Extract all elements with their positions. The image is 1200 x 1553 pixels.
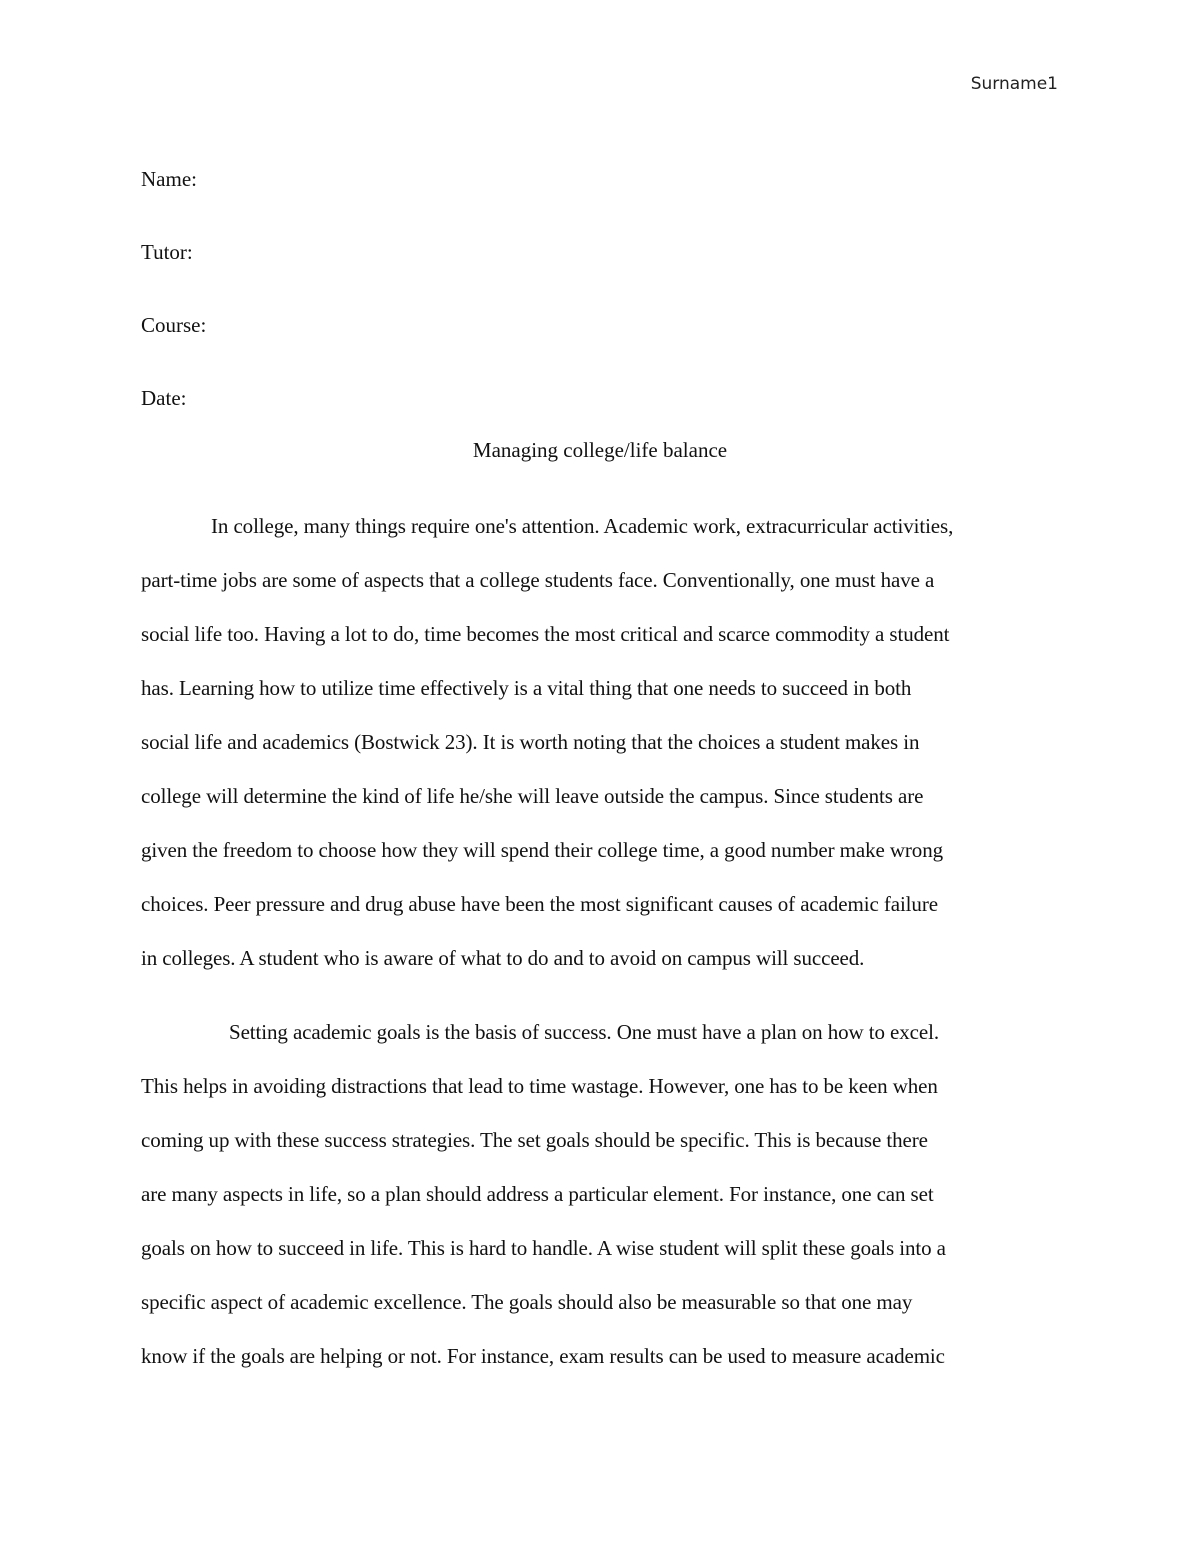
- paragraph-line: part-time jobs are some of aspects that a college students face. Conventionally, one must have a: [141, 568, 935, 592]
- paragraph-1: [141, 512, 1059, 998]
- course-line: Course:: [141, 313, 207, 337]
- paragraph-line: specific aspect of academic excellence. The goals should also be measurable so that one may: [141, 1290, 913, 1314]
- paragraph-line: are many aspects in life, so a plan should address a particular element. For instance, one can set: [141, 1182, 934, 1206]
- paragraph-line: in colleges. A student who is aware of what to do and to avoid on campus will succeed.: [141, 946, 865, 970]
- paragraph-line: choices. Peer pressure and drug abuse have been the most significant causes of academic failure: [141, 892, 938, 916]
- name-line: Name:: [141, 167, 197, 191]
- student-info-block: [141, 143, 1059, 435]
- tutor-line: Tutor:: [141, 240, 193, 264]
- paragraph-line: goals on how to succeed in life. This is hard to handle. A wise student will split these goals into a: [141, 1236, 946, 1260]
- paragraph-line: college will determine the kind of life he/she will leave outside the campus. Since students are: [141, 784, 924, 808]
- paragraph-line: coming up with these success strategies. The set goals should be specific. This is because there: [141, 1128, 928, 1152]
- paragraph-line: social life too. Having a lot to do, time becomes the most critical and scarce commodity a student: [141, 622, 950, 646]
- running-head: Surname1: [970, 74, 1058, 94]
- essay-title: Managing college/life balance: [472, 438, 728, 462]
- paragraph-line: Setting academic goals is the basis of success. One must have a plan on how to excel.: [229, 1020, 939, 1044]
- paragraph-2: [141, 1018, 1059, 1396]
- paragraph-line: social life and academics (Bostwick 23). It is worth noting that the choices a student makes in: [141, 730, 920, 754]
- date-line: Date:: [141, 386, 187, 410]
- paragraph-line: know if the goals are helping or not. For instance, exam results can be used to measure academic: [141, 1344, 945, 1368]
- paragraph-line: given the freedom to choose how they will spend their college time, a good number make wrong: [141, 838, 943, 862]
- paragraph-line: In college, many things require one's attention. Academic work, extracurricular activities,: [211, 514, 954, 538]
- paragraph-line: has. Learning how to utilize time effectively is a vital thing that one needs to succeed in both: [141, 676, 912, 700]
- paragraph-line: This helps in avoiding distractions that lead to time wastage. However, one has to be keen when: [141, 1074, 938, 1098]
